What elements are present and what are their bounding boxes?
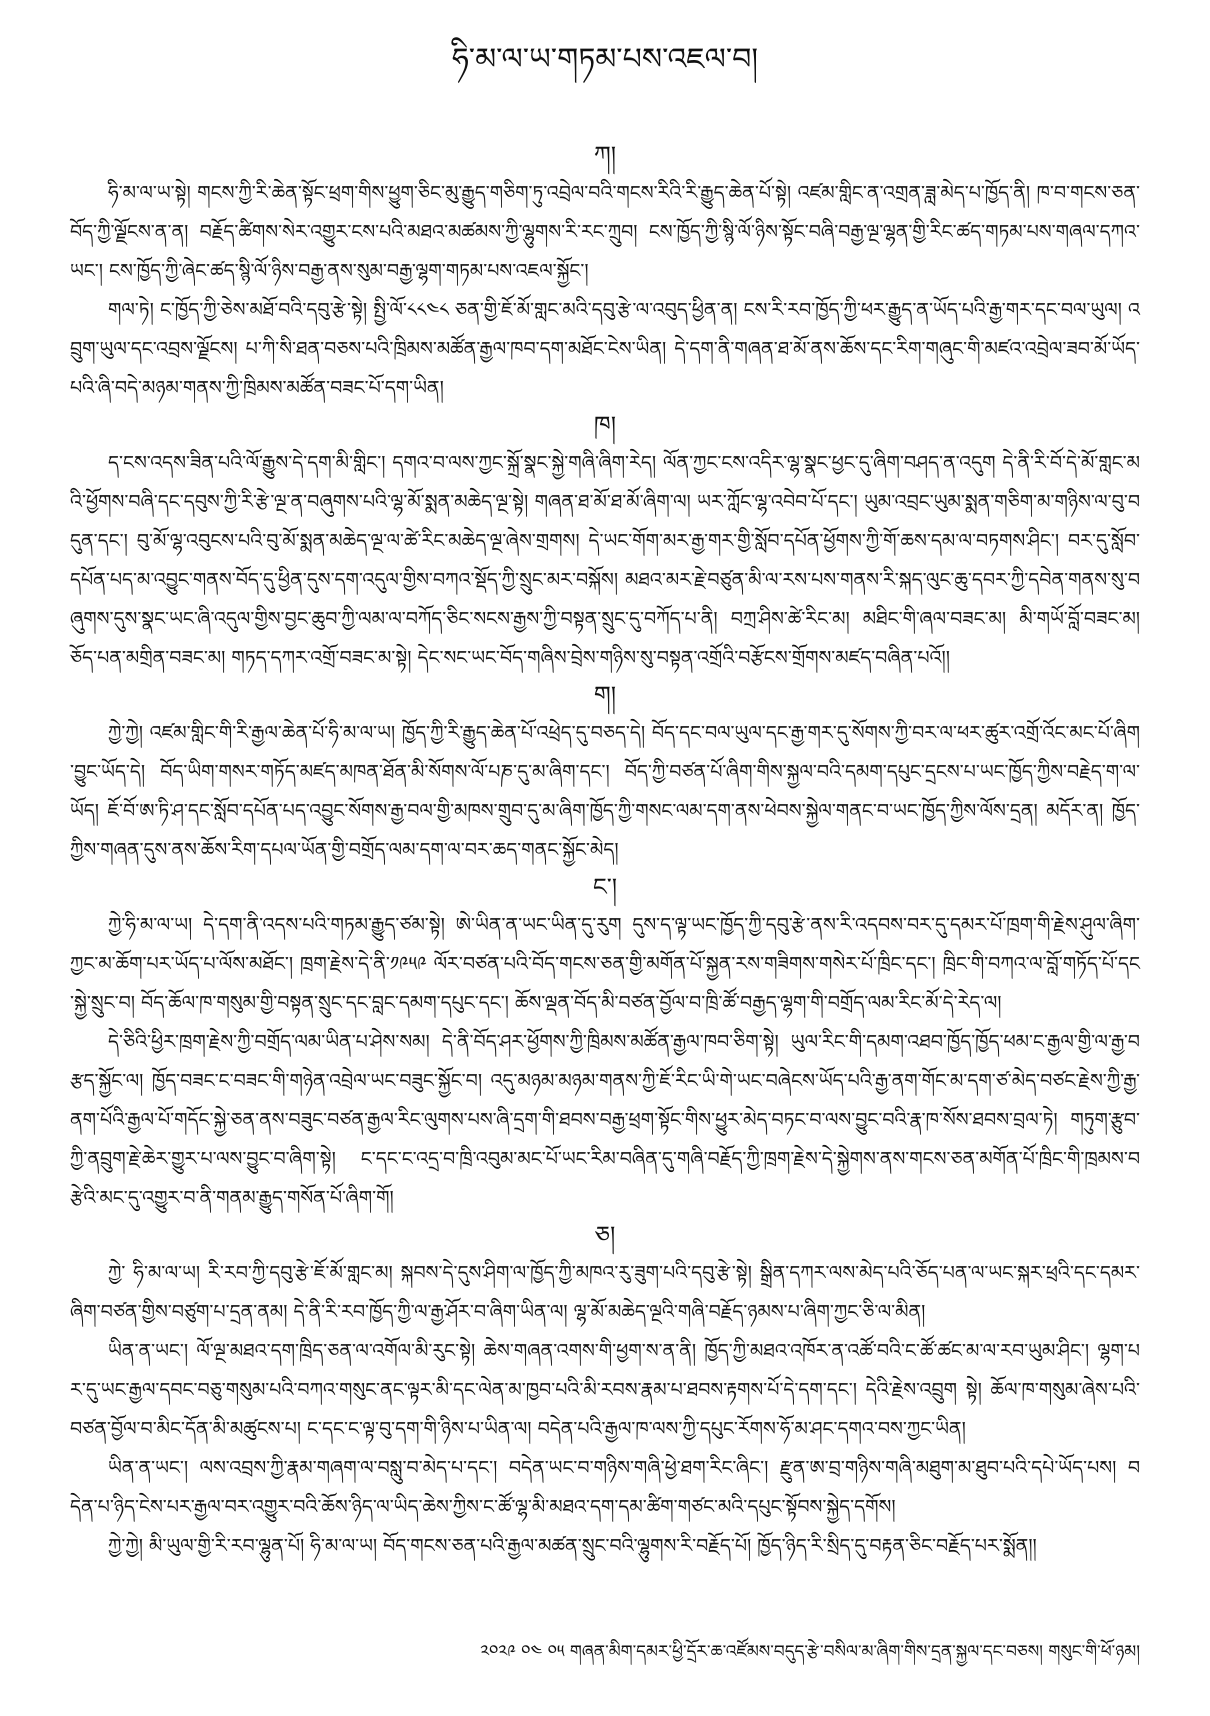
paragraph: ཀྱེ་ ཧི་མ་ལ་ཡ། རི་རབ་ཀྱི་དབུ་རྩེ་ཇོ་མོ་གླང་མ། སྐབས་དེ་དུས་ཤིག་ལ་ཁྱོད་ཀྱི་མཁའ་རུ་ཟུག་པའི་དབུ་རྩེ་སྟེ། སྒྲིན་དཀར་ལས་མེད་པའི་ཅོད་པན་ལ་ཡང་སྐར་ཕྲའི་དང་དམར་ཞིག་བཙན་གྱིས་བཙུག་པ་དྲན་ནམ། དེ་ནི་རི་རབ་ཁྱོད་ཀྱི་ལ་རྒྱ་ཤོར་བ་ཞིག་ཡིན་ལ། ལྷ་མོ་མཆེད་ལྔའི་གཞི་བརྗོད་ཉམས་པ་ཞིག་ཀྱང་ཅི་ལ་མིན། xyxy=(70,1262,1140,1323)
paragraph: ཀྱེ་ཀྱེ། འཛམ་གླིང་གི་རི་རྒྱལ་ཆེན་པོ་ཧི་མ་ལ་ཡ། ཁྱོད་ཀྱི་རི་རྒྱུད་ཆེན་པོ་འཕྲེད་དུ་བཅད་དེ། བོད་དང་བལ་ཡུལ་དང་རྒྱ་གར་དུ་སོགས་ཀྱི་བར་ལ་ཕར་ཚུར་འགྲོ་འོང་མང་པོ་ཞིག་བྱུང་ཡོད་དེ། བོད་ཡིག་གསར་གཏོད་མཛད་མཁན་ཐོན་མི་སོགས་ལོ་པཎ་དུ་མ་ཞིག་དང་། བོད་ཀྱི་བཙན་པོ་ཞིག་གིས་སྐྱལ་བའི་དམག་དཔུང་དྲངས་པ་ཡང་ཁྱོད་ཀྱིས་བརྗེད་ག་ལ་ཡོད། ཇོ་བོ་ཨ་ཏི་ཤ་དང་སློབ་དཔོན་པད་འབྱུང་སོགས་རྒྱ་བལ་གྱི་མཁས་གྲུབ་དུ་མ་ཞིག་ཁྱོད་ཀྱི་གསང་ལམ་དག་ནས་ཕེབས་སྐྱེལ་གནང་བ་ཡང་ཁྱོད་ཀྱིས་ལོས་དྲན། མདོར་ན། ཁྱོད་ཀྱིས་གཞན་དུས་ནས་ཆོས་རིག་དཔལ་ཡོན་གྱི་བགྲོད་ལམ་དག་ལ་བར་ཆད་གནང་སྐྱོང་མེད། xyxy=(70,722,1140,861)
section-4 xyxy=(70,872,1140,1218)
paragraph: ཡིན་ན་ཡང་། ལོ་ལྔ་མཐའ་དག་ཁྲིད་ཅན་ལ་འགོལ་མི་རུང་སྟེ། ཆེས་གཞན་འགས་གི་ཕྱག་ས་ན་ནི། ཁྱོད་ཀྱི་མཐའ་འཁོར་ན་འཚོ་བའི་ང་ཚོ་ཚང་མ་ལ་རབ་ཡུམ་ཤིང་། ལྷག་པར་དུ་ཡང་རྒྱལ་དབང་བཅུ་གསུམ་པའི་བཀའ་གསུང་ནང་ལྟར་མི་དང་ལེན་མ་ཁྱབ་པའི་མི་རབས་རྣམ་པ་ཐབས་རྟགས་པོ་དེ་དག་དང་། དེའི་རྗེས་འབྲུག སྟེ། ཆོལ་ཁ་གསུམ་ཞེས་པའི་བཙན་བྱོལ་བ་མིང་དོན་མི་མཚུངས་པ། ང་དང་ང་ལྟ་བུ་དག་གི་ཉིས་པ་ཡིན་ལ། བདེན་པའི་རྒྱལ་ཁ་ལས་ཀྱི་དཔུང་རོགས་ཧོ་མ་ཤང་དགའ་བས་ཀྱང་ཡིན། xyxy=(70,1340,1140,1440)
section-marker: ང་། xyxy=(592,873,618,901)
section-marker: ཀ། xyxy=(593,141,617,169)
paragraph: དེ་ཅིའི་ཕྱིར་ཁྲག་རྗེས་ཀྱི་བགྲོད་ལམ་ཡིན་པ་ཤེས་སམ། དེ་ནི་བོད་ཤར་ཕྱོགས་ཀྱི་ཁྲིམས་མཚོན་རྒྱལ་ཁབ་ཅིག་སྟེ། ཡུལ་རིང་གི་དམག་འཐབ་ཁྱོད་ཁྱོད་ཕམ་ང་རྒྱལ་གྱི་ལ་རྒྱ་བརྩད་སྐྱོང་ལ། ཁྱོད་བཟང་ང་བཟང་གི་གཉེན་འབྲེལ་ཡང་བཟུང་སྐྱོང་བ། འདུ་མཉམ་མཉམ་གནས་ཀྱི་ཇོ་རིང་ཡི་གེ་ཡང་བཞེངས་ཡོད་པའི་རྒྱ་ནག་གོང་མ་དག་ཙ་མེད་བཙང་རྗེས་ཀྱི་རྒྱ་ནག་པོའི་རྒྱལ་པོ་གདོང་སྐྱེ་ཅན་ནས་བཟུང་བཙན་རྒྱལ་རིང་ལུགས་པས་ཞི་དྲག་གི་ཐབས་བརྒྱ་ཕྲག་སྟོང་གིས་ཕྱུར་མེད་བཏང་བ་ལས་བྱུང་བའི་རྣ་ཁ་སོས་ཐབས་བྲལ་ཏེ། གཏུག་རྩུབ་ཀྱི་ནབྲུག་རྗེ་ཆེར་གྱུར་པ་ལས་བྱུང་བ་ཞིག་སྟེ། ང་དང་ང་འདྲ་བ་ཁྲི་འབུམ་མང་པོ་ཡང་རིམ་བཞིན་དུ་གཞི་བརྗོད་ཀྱི་ཁྲག་རྗེས་དེ་སྐྱེགས་ནས་གངས་ཅན་མགོན་པོ་ཁྲིང་གི་ཁྲམས་བརྩེའི་མང་དུ་འགྱུར་བ་ནི་གནམ་རྒྱུད་གསོན་པོ་ཞིག་གོ། xyxy=(70,1031,1140,1209)
paragraph: ཀྱེ་ཀྱེ། མི་ཡུལ་གྱི་རི་རབ་ལྷུན་པོ། ཧི་མ་ལ་ཡ། བོད་གངས་ཅན་པའི་རྒྱལ་མཚན་སྲུང་བའི་ལྷུགས་རི་བརྗོད་པོ། ཁྱོད་ཉིད་རི་སྲིད་དུ་བརྟན་ཅིང་བརྗོད་པར་སྨོན།། xyxy=(108,1535,1037,1557)
paragraph: གལ་ཏེ། ང་ཁྱོད་ཀྱི་ཅེས་མཐོ་བའི་དབུ་རྩེ་སྟེ། སྤྱི་ལོ་༨༨༤༨ ཅན་གྱི་ཇོ་མོ་གླང་མའི་དབུ་རྩེ་ལ་འབུད་ཕྱིན་ན། ངས་རི་རབ་ཁྱོད་ཀྱི་ཕར་རྒྱུད་ན་ཡོད་པའི་རྒྱ་གར་དང་བལ་ཡུལ། འབྲུག་ཡུལ་དང་འབྲས་ལྗོངས། པ་ཀི་སི་ཐན་བཅས་པའི་ཁྲིམས་མཚོན་རྒྱལ་ཁབ་དག་མཐོང་ངེས་ཡིན། དེ་དག་ནི་གཞན་ཐ་མོ་ནས་ཆོས་དང་རིག་གཞུང་གི་མཛའ་འབྲེལ་ཟབ་མོ་ཡོད་པའི་ཞི་བདེ་མཉམ་གནས་ཀྱི་ཁྲིམས་མཚོན་བཟང་པོ་དག་ཡིན། xyxy=(70,299,1140,399)
section-5 xyxy=(70,1220,1140,1566)
paragraph: ཡིན་ན་ཡང་། ལས་འབྲས་ཀྱི་རྣམ་གཞག་ལ་བསླུ་བ་མེད་པ་དང་། བདེན་ཡང་བ་གཉིས་གཞི་ཕྱེ་ཐག་རིང་ཞིང་། རྫུན་ཨ་བྲ་གཉིས་གཞི་མཐུག་མ་ཐུབ་པའི་དཔེ་ཡོད་པས། བདེན་པ་ཉིད་ངེས་པར་རྒྱལ་བར་འགྱུར་བའི་ཆོས་ཉིད་ལ་ཡིད་ཆེས་ཀྱིས་ང་ཚོ་ལྷ་མི་མཐའ་དག་དམ་ཚིག་གཙང་མའི་དཔུང་སྟོབས་སྐྱེད་དགོས། xyxy=(70,1457,1140,1518)
document-title: ཧི་མ་ལ་ཡ་གཏམ་པས་འཇལ་བ། xyxy=(451,42,759,77)
paragraph: ད་ངས་འདས་ཟིན་པའི་ལོ་རྒྱུས་དེ་དག་མི་གླིང་། དགའ་བ་ལས་ཀྱང་སྐྲོ་སྣང་སྐྱེ་གཞི་ཞིག་རེད། ལོན་ཀྱང་ངས་འདིར་ལྷ་སྣང་ཕྱང་དུ་ཞིག་བཤད་ན་འདུག དེ་ནི་རི་བོ་དེ་མོ་གླང་མའི་ཕྱོགས་བཞི་དང་དབུས་ཀྱི་རི་རྩེ་ལྔ་ན་བཞུགས་པའི་ལྷ་མོ་སྨན་མཆེད་ལྔ་སྟེ། གཞན་ཐ་མོ་ཐ་མོ་ཞིག་ལ། ཡར་ཀློང་ལྷ་འབེབ་པོ་དང་། ཡུམ་འབྲང་ཡུམ་སྨན་གཅིག་མ་གཉིས་ལ་བུ་བདུན་དང་། བུ་མོ་ལྷ་འབུངས་པའི་བུ་མོ་སྨན་མཆེད་ལྔ་ལ་ཚེ་རིང་མཆེད་ལྔ་ཞེས་གྲགས། དེ་ཡང་གོག་མར་རྒྱ་གར་གྱི་སློབ་དཔོན་ཕྱོགས་ཀྱི་གོ་ཆས་དམ་ལ་བཏགས་ཤིང་། བར་དུ་སློབ་དཔོན་པད་མ་འབྱུང་གནས་བོད་དུ་ཕྱིན་དུས་དག་འདུལ་གྱིས་བཀའ་སྡོད་ཀྱི་སྲུང་མར་བསྐོས། མཐའ་མར་རྗེ་བཙུན་མི་ལ་རས་པས་གནས་རི་སྐད་ལུང་ཆུ་དབར་ཀྱི་དབེན་གནས་སུ་བཞུགས་དུས་སྣང་ཡང་ཞི་འདུལ་གྱིས་བྱང་ཆུབ་ཀྱི་ལམ་ལ་བཀོད་ཅིང་སངས་རྒྱས་ཀྱི་བསྟན་སྲུང་དུ་བཀོད་པ་ནི། བཀྲ་ཤིས་ཚེ་རིང་མ། མཐིང་གི་ཞལ་བཟང་མ། མི་གཡོ་བློ་བཟང་མ། ཅོད་པན་མགྲིན་བཟང་མ། གཏད་དཀར་འགྲོ་བཟང་མ་སྟེ། དེང་སང་ཡང་བོད་གཞིས་བྲེས་གཉིས་སུ་བསྟན་འགྲོའི་བརྩོངས་གྲོགས་མཛད་བཞིན་པའོ།། xyxy=(70,452,1140,669)
section-marker: ག། xyxy=(593,681,617,709)
paragraph: ཀྱེ་ཧི་མ་ལ་ཡ། དེ་དག་ནི་འདས་པའི་གཏམ་རྒྱུད་ཙམ་སྟེ། ཨེ་ཡིན་ན་ཡང་ཡིན་དུ་རུག དུས་ད་ལྟ་ཡང་ཁྱོད་ཀྱི་དབུ་རྩེ་ནས་རི་འདབས་བར་དུ་དམར་པོ་ཁྲག་གི་རྗེས་ཤུལ་ཞིག་ཀྱང་མ་ཆོག་པར་ཡོད་པ་ལོས་མཐོང་། ཁྲག་རྗེས་དེ་ནི་༡༩༥༩ ལོར་བཙན་པའི་བོད་གངས་ཅན་གྱི་མགོན་པོ་སྐྱན་རས་གཟིགས་གསེར་པོ་ཁྲིང་དང་། ཁྲིང་གི་བཀའ་ལ་བློ་གཏོད་པོ་དང་སྐྱེ་སྲུང་བ། བོད་ཆོལ་ཁ་གསུམ་གྱི་བསྟན་སྲུང་དང་བླང་དམག་དཔུང་དང་། ཆོས་ལྡན་བོད་མི་བཙན་བྱོལ་བ་ཁྲི་ཚོ་བརྒྱད་ལྷག་གི་བགྲོད་ལམ་རིང་མོ་དེ་རེད་ལ། xyxy=(70,914,1140,1014)
section-1 xyxy=(70,140,1140,408)
section-2 xyxy=(70,410,1140,678)
section-3 xyxy=(70,680,1140,870)
document-footer: ༢༠༢༩ ༠༤ ༠༥ གཞན་མིག་དམར་ཕྱི་དྲོར་ཆ་འཛོམས་བདུད་རྩེ་བསིལ་མ་ཞིག་གིས་དྲན་སྐྱལ་དང་བཅས། གསུང་གི་ཕོ་ཉམ། xyxy=(480,1642,1140,1662)
section-marker: ཅ། xyxy=(594,1221,616,1249)
section-marker: ཁ། xyxy=(593,411,617,439)
paragraph: ཧི་མ་ལ་ཡ་སྟེ། གངས་ཀྱི་རི་ཆེན་སྟོང་ཕྲག་གིས་ཕྱུག་ཅིང་མུ་རྒྱུད་གཅིག་ཏུ་འབྲེལ་བའི་གངས་རིའི་རི་རྒྱུད་ཆེན་པོ་སྟེ། འཛམ་གླིང་ན་འགྲན་ཟླ་མེད་པ་ཁྱོད་ནི། ཁ་བ་གངས་ཅན་བོད་ཀྱི་ལྗོངས་ན་ན། བརྗོད་ཚིགས་སེར་འགྱུར་ངས་པའི་མཐའ་མཚམས་ཀྱི་ལྷུགས་རི་རང་ཀྲུབ། ངས་ཁྱོད་ཀྱི་སྙི་ལོ་ཉིས་སྟོང་བཞི་བརྒྱ་ལྔ་ལྷན་གྱི་རིང་ཚད་གཏམ་པས་གཞལ་དཀའ་ཡང་། ངས་ཁྱོད་ཀྱི་ཞེང་ཚད་སྙི་ལོ་ཉིས་བརྒྱ་ནས་སུམ་བརྒྱ་ལྷག་གཏམ་པས་འཇལ་སྐྱོང་། xyxy=(70,182,1140,282)
